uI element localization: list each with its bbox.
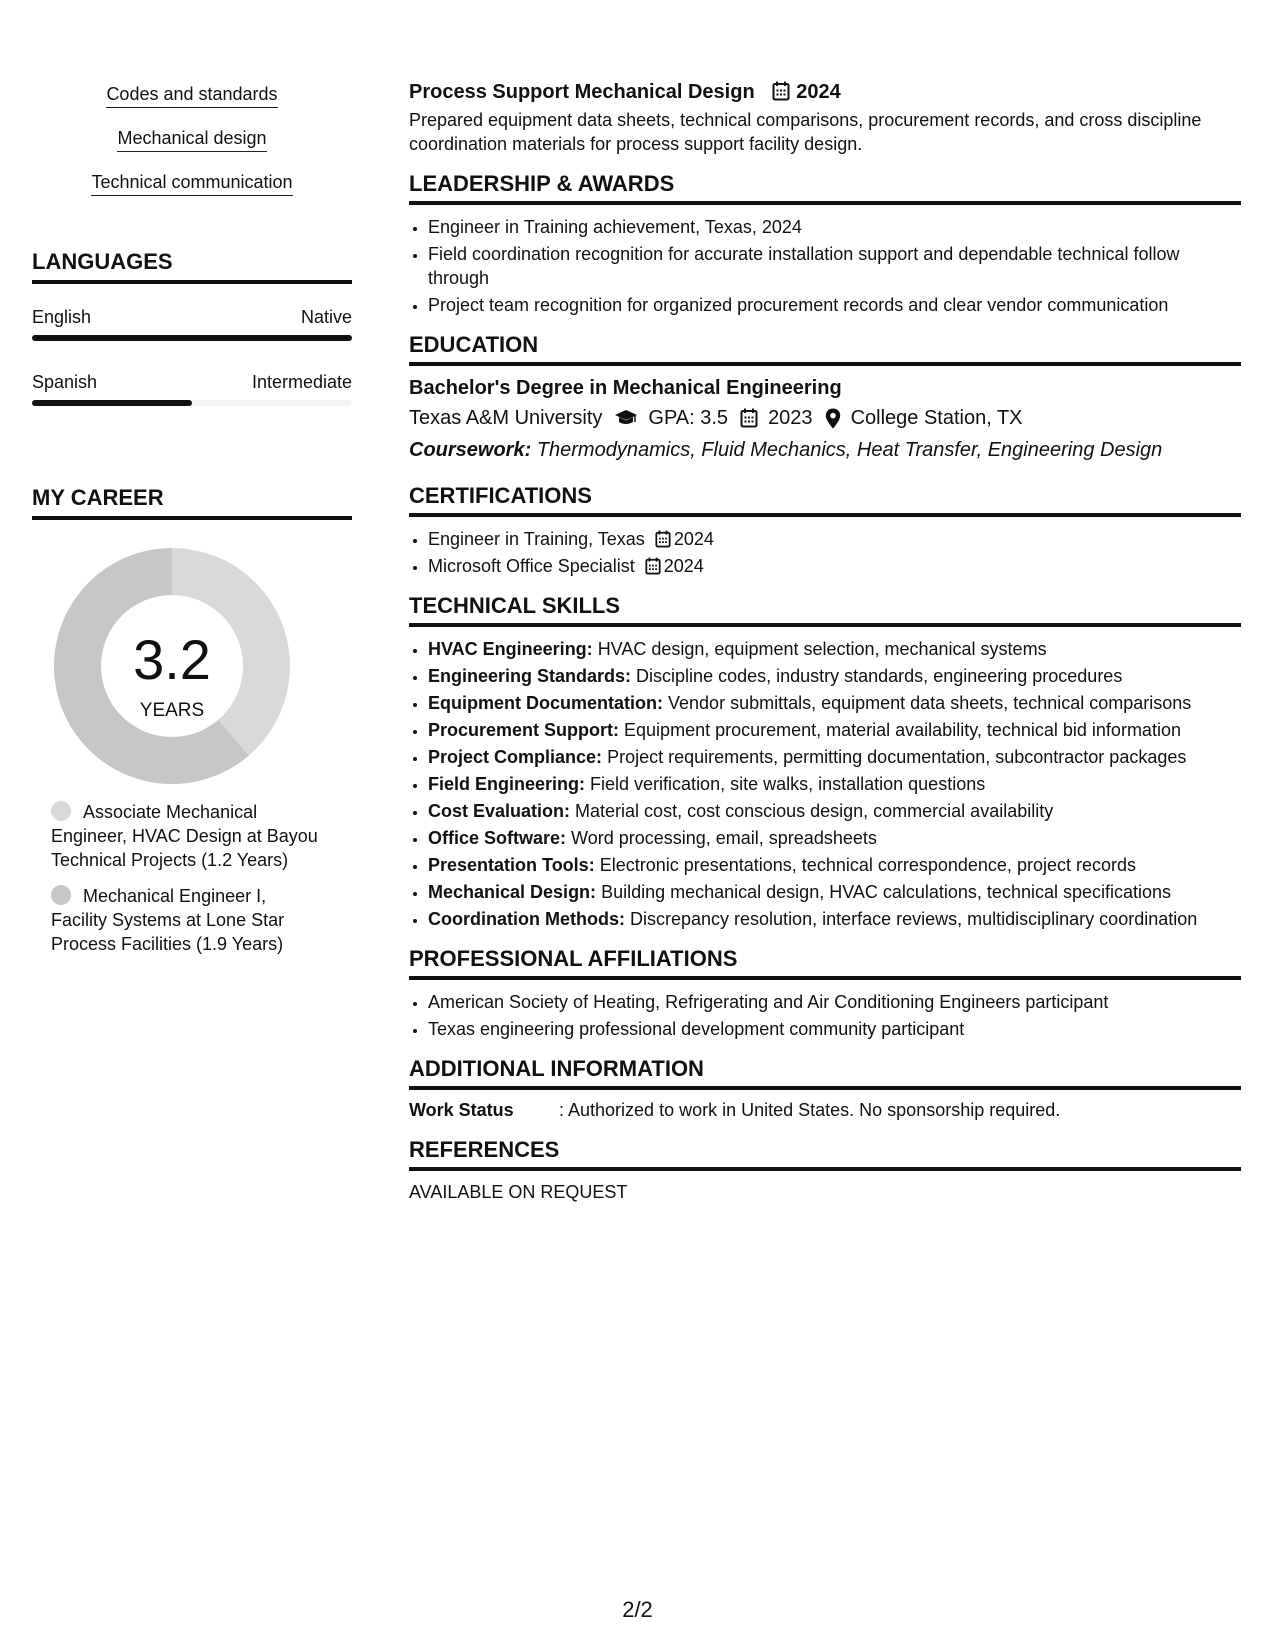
additional-info-section <box>409 1055 1241 1122</box>
skill-text: HVAC design, equipment selection, mechanical systems <box>597 639 1047 659</box>
career-legend <box>32 800 352 956</box>
right-column <box>409 78 1241 1204</box>
job-title-line <box>409 78 1241 106</box>
section-heading: PROFESSIONAL AFFILIATIONS <box>409 945 1241 980</box>
skill-text: Material cost, cost conscious design, commercial availability <box>575 801 1054 821</box>
list-item: • American Society of Heating, Refrigerating and Air Conditioning Engineers participant <box>428 990 1241 1014</box>
language-row <box>32 371 352 406</box>
career-total-value: 3.2 <box>133 628 211 691</box>
page-number: 2/2 <box>622 1597 653 1622</box>
skill-label: Procurement Support: <box>428 720 620 740</box>
education-section <box>409 331 1241 464</box>
skill-label: Project Compliance: <box>428 747 603 767</box>
skill-label: HVAC Engineering: <box>428 639 593 659</box>
skill-item <box>428 691 1241 715</box>
career-heading: MY CAREER <box>32 484 352 520</box>
career-donut-chart <box>32 520 352 800</box>
career-total-unit: YEARS <box>139 700 205 721</box>
language-level: Intermediate <box>251 372 352 392</box>
calendar-icon <box>740 408 758 428</box>
references-section <box>409 1136 1241 1204</box>
language-name: English <box>32 307 92 327</box>
skill-text: Equipment procurement, material availability, technical bid information <box>624 720 1181 740</box>
skill-tag: Mechanical design <box>117 126 266 152</box>
references-text: AVAILABLE ON REQUEST <box>409 1182 628 1202</box>
graduation-cap-icon <box>614 409 638 427</box>
list-item <box>428 527 1241 551</box>
career-donut <box>52 546 292 786</box>
work-status-row <box>409 1098 1241 1122</box>
coursework-label: Coursework: <box>409 439 532 461</box>
language-proficiency-fill <box>32 335 352 341</box>
skill-label: Cost Evaluation: <box>428 801 571 821</box>
list-item <box>428 554 1241 578</box>
skill-tags <box>32 82 352 214</box>
work-status-value: : Authorized to work in United States. No sponsorship required. <box>559 1100 1061 1120</box>
skill-label: Coordination Methods: <box>428 909 625 929</box>
skill-item <box>428 718 1241 742</box>
certifications-section <box>409 482 1241 578</box>
calendar-icon <box>655 530 671 548</box>
certification-date: 2024 <box>673 529 714 549</box>
calendar-icon <box>645 557 661 575</box>
education-details <box>409 404 1241 432</box>
work-status-label: Work Status <box>409 1100 514 1120</box>
language-level: Native <box>300 307 352 327</box>
skill-label: Equipment Documentation: <box>428 693 663 713</box>
school-location: College Station, TX <box>850 407 1023 429</box>
affiliations-section <box>409 945 1241 1041</box>
legend-dot <box>51 885 71 905</box>
skill-item <box>428 826 1241 850</box>
skill-label: Engineering Standards: <box>428 666 632 686</box>
skill-tag: Codes and standards <box>106 82 277 108</box>
skill-label: Presentation Tools: <box>428 855 595 875</box>
certification-date: 2024 <box>663 556 704 576</box>
job-date: 2024 <box>796 81 841 103</box>
skill-item <box>428 664 1241 688</box>
calendar-icon <box>772 81 790 101</box>
section-heading: REFERENCES <box>409 1136 1241 1171</box>
job-description: Prepared equipment data sheets, technical comparisons, procurement records, and cross discipline coordination materials for process support facility design. <box>409 110 1202 154</box>
list-item: • Project team recognition for organized procurement records and clear vendor communication <box>428 293 1241 317</box>
section-heading: ADDITIONAL INFORMATION <box>409 1055 1241 1090</box>
skill-text: Discipline codes, industry standards, engineering procedures <box>636 666 1123 686</box>
skill-text: Discrepancy resolution, interface reviews, multidisciplinary coordination <box>630 909 1198 929</box>
gpa: GPA: 3.5 <box>648 407 729 429</box>
skill-text: Field verification, site walks, installation questions <box>590 774 986 794</box>
skill-item <box>428 772 1241 796</box>
graduation-year: 2023 <box>768 407 813 429</box>
skill-item <box>428 799 1241 823</box>
section-heading: EDUCATION <box>409 331 1241 366</box>
language-row <box>32 306 352 341</box>
certification-name: Microsoft Office Specialist <box>428 556 635 576</box>
list-item: • Texas engineering professional development community participant <box>428 1017 1241 1041</box>
legend-dot <box>51 801 71 821</box>
language-proficiency-fill <box>32 400 192 406</box>
certification-name: Engineer in Training, Texas <box>428 529 645 549</box>
section-heading: TECHNICAL SKILLS <box>409 592 1241 627</box>
career-legend-item <box>32 884 321 956</box>
career-legend-item <box>32 800 321 872</box>
skill-tag: Technical communication <box>91 170 292 196</box>
skill-text: Electronic presentations, technical correspondence, project records <box>599 855 1136 875</box>
skill-text: Vendor submittals, equipment data sheets, technical comparisons <box>668 693 1192 713</box>
skill-label: Field Engineering: <box>428 774 586 794</box>
leadership-section <box>409 170 1241 317</box>
section-heading: CERTIFICATIONS <box>409 482 1241 517</box>
language-name: Spanish <box>32 372 98 392</box>
skill-label: Office Software: <box>428 828 567 848</box>
job-title: Process Support Mechanical Design <box>409 81 755 103</box>
location-pin-icon <box>825 408 841 429</box>
coursework <box>409 436 1241 464</box>
skill-label: Mechanical Design: <box>428 882 597 902</box>
section-heading: LEADERSHIP & AWARDS <box>409 170 1241 205</box>
skill-text: Word processing, email, spreadsheets <box>571 828 877 848</box>
skill-item <box>428 637 1241 661</box>
language-proficiency-bar <box>32 400 352 406</box>
list-item: • Engineer in Training achievement, Texas, 2024 <box>428 215 1241 239</box>
skill-item <box>428 880 1241 904</box>
skill-text: Building mechanical design, HVAC calculations, technical specifications <box>601 882 1172 902</box>
school-name: Texas A&M University <box>409 407 603 429</box>
career-role-label: Mechanical Engineer I, Facility Systems at Lone Star Process Facilities (1.9 Years) <box>51 886 285 954</box>
skill-text: Project requirements, permitting documentation, subcontractor packages <box>607 747 1187 767</box>
languages-heading: LANGUAGES <box>32 248 352 284</box>
technical-skills-section <box>409 592 1241 931</box>
degree-title: Bachelor's Degree in Mechanical Engineering <box>409 377 842 399</box>
coursework-list: Thermodynamics, Fluid Mechanics, Heat Transfer, Engineering Design <box>536 439 1163 461</box>
skill-item <box>428 745 1241 769</box>
list-item: • Field coordination recognition for accurate installation support and dependable technical follow through <box>428 242 1241 290</box>
left-column <box>32 82 352 968</box>
skill-item <box>428 853 1241 877</box>
language-proficiency-bar <box>32 335 352 341</box>
career-role-label: Associate Mechanical Engineer, HVAC Design at Bayou Technical Projects (1.2 Years) <box>51 802 318 870</box>
skill-item <box>428 907 1241 931</box>
